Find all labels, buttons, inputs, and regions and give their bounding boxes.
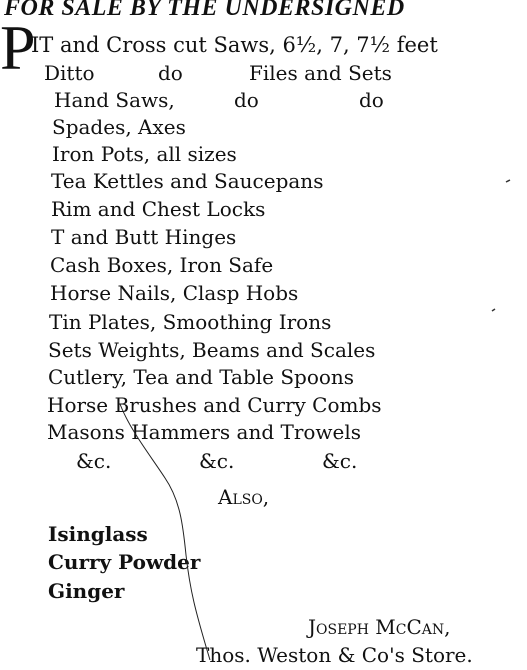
drop-cap-letter: P — [0, 12, 36, 83]
item-line: Horse Nails, Clasp Hobs — [50, 281, 299, 305]
extra-item-line: Ginger — [48, 579, 125, 603]
extra-item-line: Isinglass — [48, 522, 148, 546]
item-line: Cash Boxes, Iron Safe — [50, 253, 274, 277]
do-cell: do — [234, 88, 259, 112]
etc-cell: &c. — [76, 449, 112, 473]
advertisement-heading: FOR SALE BY THE UNDERSIGNED — [4, 0, 405, 21]
etc-cell: &c. — [199, 449, 235, 473]
item-line: Horse Brushes and Curry Combs — [47, 393, 382, 417]
item-line: Iron Pots, all sizes — [52, 142, 237, 166]
item-line: Tin Plates, Smoothing Irons — [49, 310, 332, 334]
signature-address: Thos. Weston & Co's Store. — [196, 643, 473, 667]
hand-saws-cell: Hand Saws, — [54, 88, 175, 112]
files-and-sets-cell: Files and Sets — [249, 61, 392, 85]
ditto-cell: Ditto — [44, 61, 95, 85]
item-line: Masons Hammers and Trowels — [47, 420, 362, 444]
etc-cell: &c. — [322, 449, 358, 473]
item-line: Spades, Axes — [52, 115, 186, 139]
do-cell: do — [158, 61, 183, 85]
item-line: T and Butt Hinges — [51, 225, 237, 249]
signature-name: Joseph McCan, — [308, 615, 451, 639]
item-line: Cutlery, Tea and Table Spoons — [48, 365, 355, 389]
item-line: Tea Kettles and Saucepans — [51, 169, 324, 193]
also-label: Also, — [218, 485, 270, 509]
do-cell: do — [359, 88, 384, 112]
first-item-line: IT and Cross cut Saws, 6½, 7, 7½ feet — [31, 33, 438, 57]
item-line: Sets Weights, Beams and Scales — [48, 338, 376, 362]
extra-item-line: Curry Powder — [48, 550, 201, 574]
item-line: Rim and Chest Locks — [51, 197, 266, 221]
